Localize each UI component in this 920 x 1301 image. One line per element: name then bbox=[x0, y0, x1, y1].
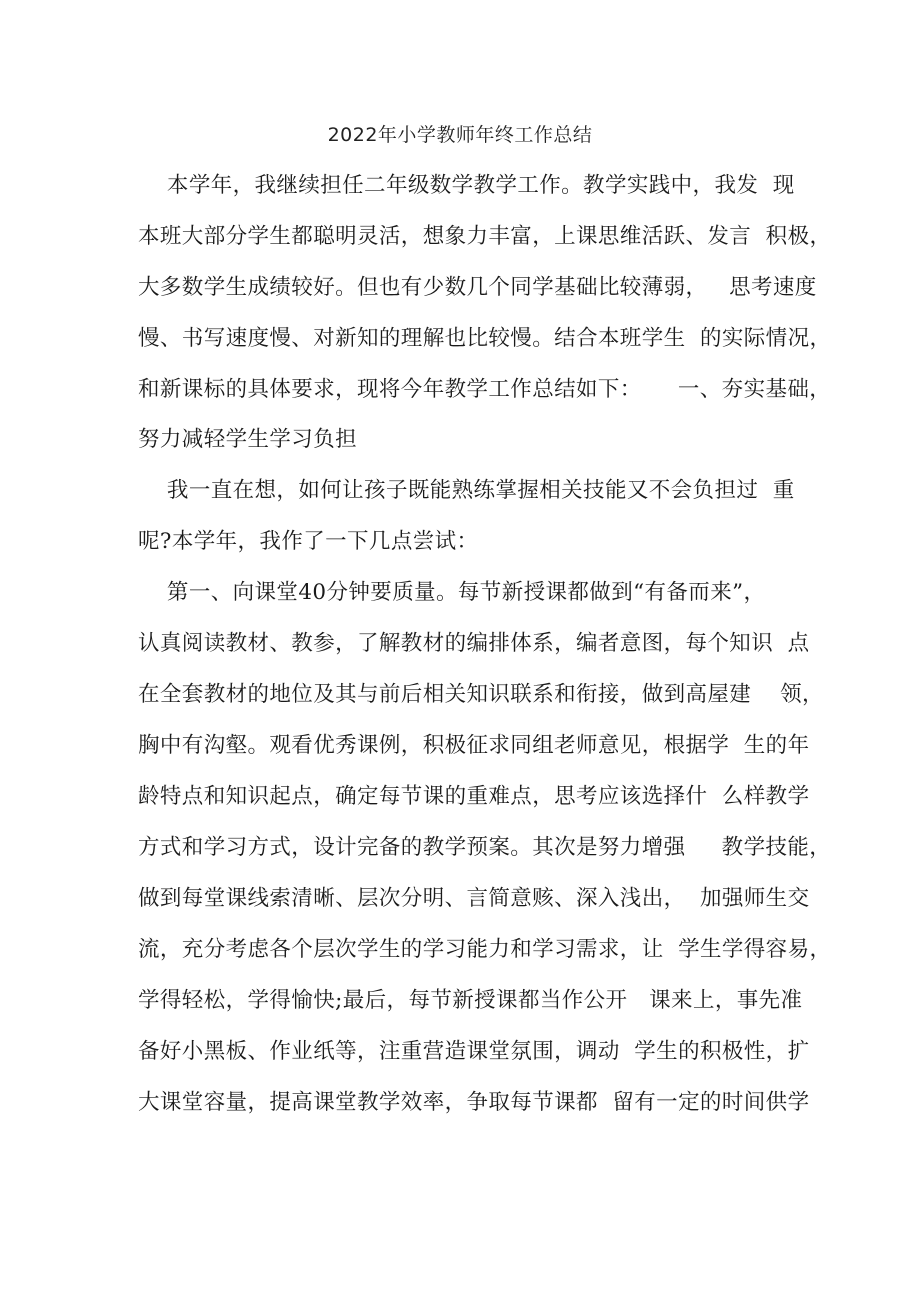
body-line: 慢、书写速度慢、对新知的理解也比较慢。结合本班学生 的实际情况， bbox=[138, 326, 832, 351]
body-line: 在全套教材的地位及其与前后相关知识联系和衔接，做到高屋建 领， bbox=[138, 682, 824, 707]
body-line: 第一、向课堂40分钟要质量。每节新授课都做到“有备而来”， bbox=[138, 580, 766, 605]
body-line: 呢?本学年，我作了一下几点尝试： bbox=[138, 529, 479, 554]
body-line: 本班大部分学生都聪明灵活，想象力丰富，上课思维活跃、发言 积极， bbox=[138, 224, 832, 249]
body-line: 大多数学生成绩较好。但也有少数几个同学基础比较薄弱， 思考速度 bbox=[138, 275, 817, 300]
body-line: 大课堂容量，提高课堂教学效率，争取每节课都 留有一定的时间供学 bbox=[138, 1090, 810, 1115]
body-line: 我一直在想，如何让孩子既能熟练掌握相关技能又不会负担过 重 bbox=[138, 478, 795, 503]
body-line: 方式和学习方式，设计完备的教学预案。其次是努力增强 教学技能， bbox=[138, 835, 832, 860]
body-line: 备好小黑板、作业纸等，注重营造课堂氛围，调动 学生的积极性，扩 bbox=[138, 1039, 810, 1064]
body-line: 努力减轻学生学习负担 bbox=[138, 427, 358, 452]
body-line: 和新课标的具体要求，现将今年教学工作总结如下： 一、夯实基础， bbox=[138, 377, 832, 402]
body-line: 本学年，我继续担任二年级数学教学工作。教学实践中，我发 现 bbox=[138, 173, 795, 198]
body-line: 学得轻松，学得愉快;最后，每节新授课都当作公开 课来上，事先准 bbox=[138, 988, 803, 1013]
body-line: 胸中有沟壑。观看优秀课例，积极征求同组老师意见，根据学 生的年 bbox=[138, 733, 810, 758]
body-line: 流，充分考虑各个层次学生的学习能力和学习需求，让 学生学得容易， bbox=[138, 937, 832, 962]
body-line: 认真阅读教材、教参，了解教材的编排体系，编者意图，每个知识 点 bbox=[138, 631, 810, 656]
body-line: 龄特点和知识起点，确定每节课的重难点，思考应该选择什 么样教学 bbox=[138, 784, 810, 809]
body-line: 做到每堂课线索清晰、层次分明、言简意赅、深入浅出， 加强师生交 bbox=[138, 886, 810, 911]
document-title: 2022年小学教师年终工作总结 bbox=[327, 124, 593, 146]
